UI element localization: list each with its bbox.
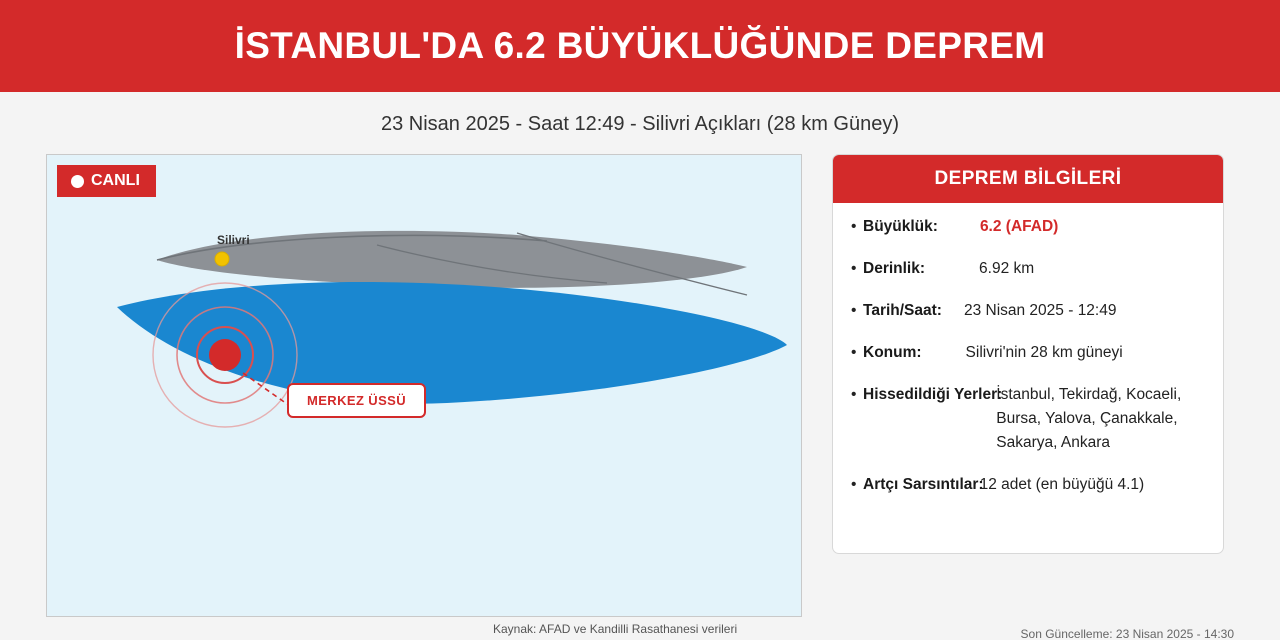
live-badge <box>57 165 156 197</box>
subheadline: 23 Nisan 2025 - Saat 12:49 - Silivri Açıkları (28 km Güney) <box>380 113 899 135</box>
info-label-location: • Konum: <box>863 344 922 362</box>
info-list <box>833 203 1223 497</box>
info-row-magnitude <box>851 215 1205 239</box>
info-panel <box>832 154 1224 554</box>
info-label-aftershocks: • Artçı Sarsıntılar: <box>863 476 984 494</box>
headline-bar <box>0 0 1280 92</box>
info-value-datetime: 23 Nisan 2025 - 12:49 <box>963 302 1117 320</box>
live-badge-label: CANLI <box>91 172 140 189</box>
info-value-location: Silivri'nin 28 km güneyi <box>965 344 1123 362</box>
info-row-location <box>851 341 1205 365</box>
last-updated-note: Son Güncelleme: 23 Nisan 2025 - 14:30 <box>1020 627 1234 640</box>
info-row-depth <box>851 257 1205 281</box>
live-dot-icon <box>71 175 84 188</box>
page-title: İSTANBUL'DA 6.2 BÜYÜKLÜĞÜNDE DEPREM <box>234 25 1046 66</box>
info-value-aftershocks: 12 adet (en büyüğü 4.1) <box>979 476 1145 494</box>
info-value-depth: 6.92 km <box>979 260 1035 278</box>
city-label: Silivri <box>217 233 250 247</box>
epicenter-callout: MERKEZ ÜSSÜ <box>287 383 426 418</box>
epicenter-dot <box>209 339 241 371</box>
info-label-depth: • Derinlik: <box>863 260 926 278</box>
info-row-aftershocks <box>851 473 1205 497</box>
info-panel-title: DEPREM BİLGİLERİ <box>833 155 1223 203</box>
info-label-magnitude: • Büyüklük: <box>863 218 938 235</box>
info-label-felt: • Hissedildiği Yerler: <box>863 386 1003 404</box>
city-dot <box>215 252 229 266</box>
info-row-felt <box>851 383 1205 455</box>
info-row-datetime <box>851 299 1205 323</box>
map-source-note: Kaynak: AFAD ve Kandilli Rasathanesi verileri <box>493 622 738 636</box>
info-value-felt: İstanbul, Tekirdağ, Kocaeli, Bursa, Yalova, Çanakkale, Sakarya, Ankara <box>996 386 1182 452</box>
map-panel <box>46 154 802 636</box>
info-value-magnitude: 6.2 (AFAD) <box>979 218 1059 235</box>
info-label-datetime: • Tarih/Saat: <box>863 302 942 320</box>
